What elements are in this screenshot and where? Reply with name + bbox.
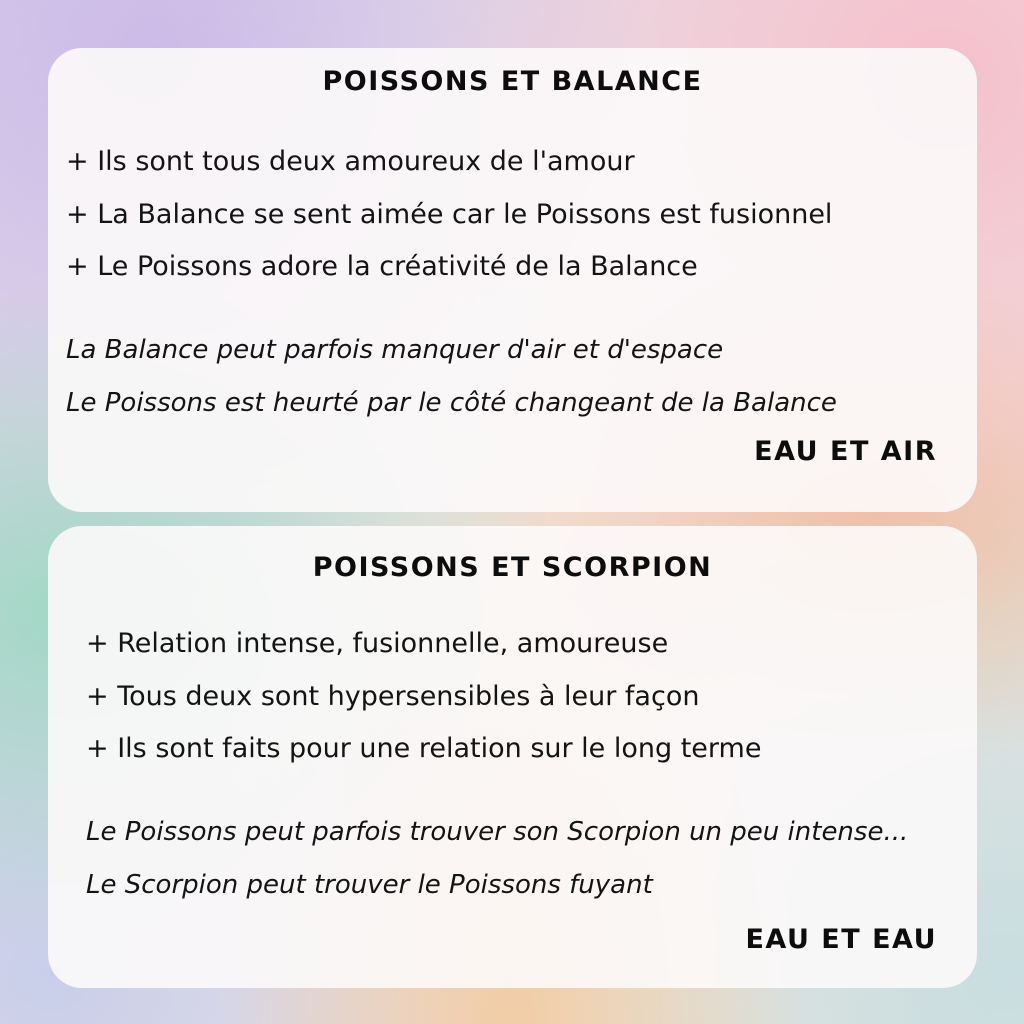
pro-item: + Le Poissons adore la créativité de la Balance — [66, 251, 698, 282]
con-item: Le Poissons peut parfois trouver son Scorpion un peu intense... — [86, 817, 909, 847]
con-item: Le Poissons est heurté par le côté changeant de la Balance — [66, 387, 837, 418]
card-title: POISSONS ET BALANCE — [322, 66, 703, 97]
pro-item: + Relation intense, fusionnelle, amoureuse — [86, 628, 669, 659]
element-label: EAU ET EAU — [745, 924, 937, 955]
con-item: Le Scorpion peut trouver le Poissons fuyant — [86, 869, 653, 900]
pro-item: + Tous deux sont hypersensibles à leur façon — [86, 680, 700, 712]
pros-list — [86, 618, 761, 776]
compatibility-card-scorpion — [48, 526, 977, 988]
pro-item: + Ils sont faits pour une relation sur le long terme — [86, 733, 762, 764]
pro-item: + Ils sont tous deux amoureux de l'amour — [66, 146, 635, 177]
pro-item: + La Balance se sent aimée car le Poissons est fusionnel — [66, 198, 833, 230]
card-title: POISSONS ET SCORPION — [312, 552, 713, 583]
cons-list — [86, 806, 908, 911]
pros-list — [66, 136, 832, 294]
compatibility-card-balance — [48, 48, 977, 512]
con-item: La Balance peut parfois manquer d'air et d'espace — [66, 335, 724, 365]
element-label: EAU ET AIR — [754, 436, 937, 467]
cons-list — [66, 324, 837, 429]
